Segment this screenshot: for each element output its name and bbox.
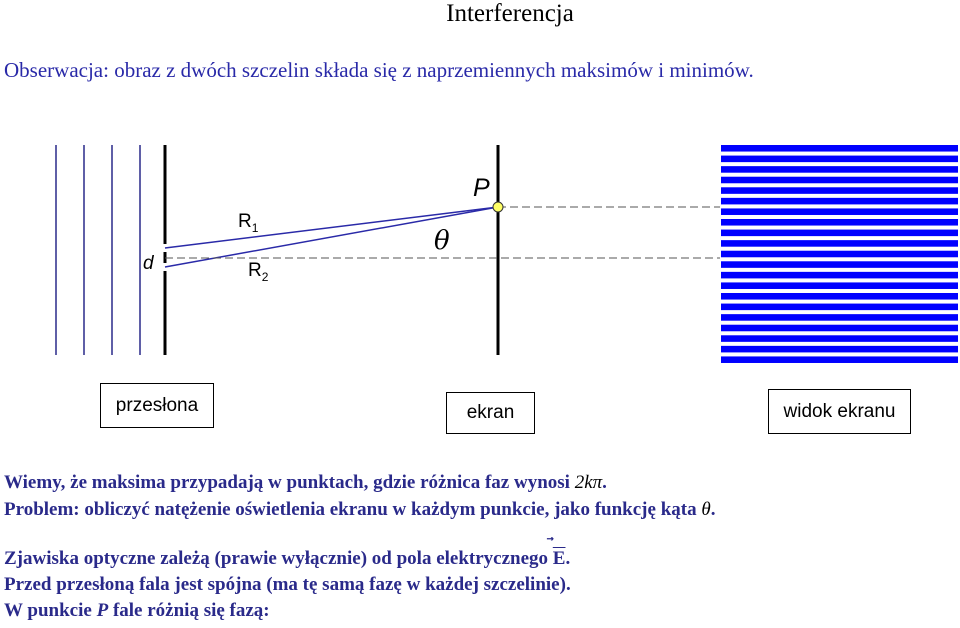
box-przeslona: przesłona — [100, 383, 214, 428]
stripe — [721, 325, 958, 332]
stripe — [721, 335, 958, 342]
stripe — [721, 314, 958, 321]
stripe — [721, 346, 958, 353]
label-r2: $R_2$ — [248, 260, 269, 284]
stripe — [721, 177, 958, 184]
stripe — [721, 304, 958, 311]
text-line-2: Problem: obliczyć natężenie oświetlenia ekranu w każdym punkcie, jako funkcję kąta θ. — [4, 499, 716, 520]
stripe — [721, 198, 958, 205]
label-d: d — [143, 253, 154, 274]
stripe — [721, 251, 958, 258]
label-theta: θ — [434, 226, 450, 256]
box-ekran: ekran — [446, 392, 535, 434]
label-p: P — [473, 174, 490, 202]
stripe — [721, 156, 958, 163]
stripe — [721, 261, 958, 268]
stripe — [721, 282, 958, 289]
stripe — [721, 230, 958, 237]
text-line-4: Przed przesłoną fala jest spójna (ma tę samą fazę w każdej szczelinie). — [4, 574, 571, 595]
stripe — [721, 145, 958, 152]
text-line-3: Zjawiska optyczne zależą (prawie wyłącznie) od pola elektrycznego $\overline{E}$. — [4, 548, 571, 569]
stripe — [721, 240, 958, 247]
stripe — [721, 219, 958, 226]
page-title: Interferencja — [446, 0, 574, 27]
box-widok-ekranu: widok ekranu — [768, 389, 911, 434]
text-line-1: Wiemy, że maksima przypadają w punktach, gdzie różnica faz wynosi 2kπ. — [4, 472, 607, 493]
text-line-5: W punkcie P fale różnią się fazą: — [4, 600, 270, 621]
stripe — [721, 272, 958, 279]
stripe — [721, 293, 958, 300]
observation-text: Obserwacja: obraz z dwóch szczelin składa się z naprzemiennych maksimów i minimów. — [4, 58, 754, 82]
stripe — [721, 356, 958, 363]
point-p-marker — [493, 202, 503, 212]
label-r1: $R_1$ — [238, 211, 259, 235]
stripe — [721, 187, 958, 194]
screen-view-stripes — [721, 145, 958, 367]
stripe — [721, 166, 958, 173]
stripe — [721, 208, 958, 215]
